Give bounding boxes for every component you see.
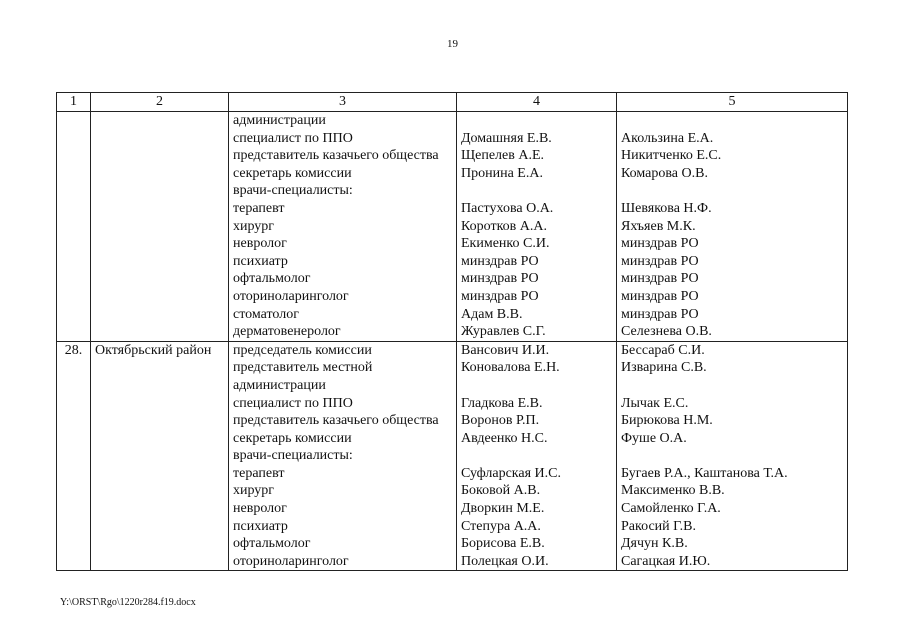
row-number-cell xyxy=(57,341,91,571)
reserve-member-name: Никитченко Е.С. xyxy=(621,148,722,164)
column-header: 3 xyxy=(229,93,457,112)
member-name: Пронина Е.А. xyxy=(461,165,543,181)
commission-role: невролог xyxy=(233,236,287,252)
member-name: минздрав РО xyxy=(461,288,539,304)
commission-role: хирург xyxy=(233,483,275,499)
reserve-member-name: Сагацкая И.Ю. xyxy=(621,553,711,569)
member-name: Боковой А.В. xyxy=(461,483,541,499)
reserve-member-name: Лычак Е.С. xyxy=(621,395,689,411)
reserve-member-name: минздрав РО xyxy=(621,236,699,252)
commission-role: врачи-специалисты: xyxy=(233,183,353,199)
commission-role: хирург xyxy=(233,218,275,234)
commission-role: офтальмолог xyxy=(233,536,311,552)
reserve-member-name: Бугаев Р.А., Каштанова Т.А. xyxy=(621,465,788,481)
commission-role: секретарь комиссии xyxy=(233,165,352,181)
reserve-member-name: Фуше О.А. xyxy=(621,430,687,446)
reserve-member-name: минздрав РО xyxy=(621,253,699,269)
commission-role: офтальмолог xyxy=(233,271,311,287)
commission-role: представитель казачьего общества xyxy=(233,413,439,429)
commission-role: дерматовенеролог xyxy=(233,324,341,340)
member-name: Пастухова О.А. xyxy=(461,200,554,216)
page-number: 19 xyxy=(447,38,458,50)
district-name xyxy=(95,112,224,130)
member-name: Авдеенко Н.С. xyxy=(461,430,548,446)
commission-role: психиатр xyxy=(233,518,288,534)
column-header: 2 xyxy=(91,93,229,112)
reserve-member-name: Изварина С.В. xyxy=(621,360,707,376)
member-name: Домашняя Е.В. xyxy=(461,130,552,146)
commission-role: председатель комиссии xyxy=(233,342,372,358)
commission-role: терапевт xyxy=(233,200,285,216)
reserve-member-name: Дячун К.В. xyxy=(621,536,688,552)
member-name: Полецкая О.И. xyxy=(461,553,549,569)
member-name: Вансович И.И. xyxy=(461,342,550,358)
district-cell xyxy=(91,112,229,342)
role-cell xyxy=(229,112,457,342)
member-name: Коротков А.А. xyxy=(461,218,547,234)
commission-role: невролог xyxy=(233,501,287,517)
reserve-member-name xyxy=(621,447,843,465)
member-name: минздрав РО xyxy=(461,271,539,287)
member-name: Адам В.В. xyxy=(461,306,523,322)
commission-role: администрации xyxy=(233,377,326,393)
member-name: Журавлев С.Г. xyxy=(461,324,546,340)
table-header-row xyxy=(57,93,848,112)
reserve-member-name: Самойленко Г.А. xyxy=(621,501,721,517)
district-cell xyxy=(91,341,229,571)
member-name: Гладкова Е.В. xyxy=(461,395,543,411)
member-name: Степура А.А. xyxy=(461,518,541,534)
reserve-member-name xyxy=(621,112,843,130)
reserve-member-name xyxy=(621,182,843,200)
member-name: Борисова Е.В. xyxy=(461,536,545,552)
member-name xyxy=(461,447,612,465)
reserve-member-name: Бессараб С.И. xyxy=(621,342,705,358)
member-name xyxy=(461,377,612,395)
commission-role: представитель казачьего общества xyxy=(233,148,439,164)
reserve-member-name: Шевякова Н.Ф. xyxy=(621,200,712,216)
reserve-member-name: Яхъяев М.К. xyxy=(621,218,696,234)
reserve-member-cell xyxy=(617,112,848,342)
reserve-member-name: Селезнева О.В. xyxy=(621,324,712,340)
row-number: 28. xyxy=(64,342,83,358)
commission-role: оториноларинголог xyxy=(233,553,349,569)
row-number-cell xyxy=(57,112,91,342)
reserve-member-name: Комарова О.В. xyxy=(621,165,708,181)
role-cell xyxy=(229,341,457,571)
row-number xyxy=(57,112,90,130)
column-header: 1 xyxy=(57,93,91,112)
member-name: Воронов Р.П. xyxy=(461,413,540,429)
member-cell xyxy=(457,112,617,342)
member-name: Щепелев А.Е. xyxy=(461,148,545,164)
commission-table xyxy=(56,92,848,571)
reserve-member-name: минздрав РО xyxy=(621,306,699,322)
member-name xyxy=(461,182,612,200)
reserve-member-name: Бирюкова Н.М. xyxy=(621,413,713,429)
member-name: минздрав РО xyxy=(461,253,539,269)
member-name: Екименко С.И. xyxy=(461,236,550,252)
column-header: 4 xyxy=(457,93,617,112)
commission-role: специалист по ППО xyxy=(233,130,353,146)
member-name: Коновалова Е.Н. xyxy=(461,360,560,376)
file-path-footer: Y:\ORST\Rgo\1220r284.f19.docx xyxy=(60,597,196,608)
reserve-member-name xyxy=(621,377,843,395)
reserve-member-cell xyxy=(617,341,848,571)
reserve-member-name: минздрав РО xyxy=(621,288,699,304)
commission-role: психиатр xyxy=(233,253,288,269)
reserve-member-name: Акользина Е.А. xyxy=(621,130,714,146)
reserve-member-name: минздрав РО xyxy=(621,271,699,287)
commission-role: представитель местной xyxy=(233,360,373,376)
member-name: Дворкин М.Е. xyxy=(461,501,545,517)
commission-role: администрации xyxy=(233,113,326,128)
district-name: Октябрьский район xyxy=(95,342,212,358)
member-cell xyxy=(457,341,617,571)
commission-role: врачи-специалисты: xyxy=(233,448,353,464)
reserve-member-name: Максименко В.В. xyxy=(621,483,725,499)
table-row xyxy=(57,341,848,571)
table-row xyxy=(57,112,848,342)
commission-role: секретарь комиссии xyxy=(233,430,352,446)
reserve-member-name: Ракосий Г.В. xyxy=(621,518,696,534)
member-name: Суфларская И.С. xyxy=(461,465,561,481)
commission-role: оториноларинголог xyxy=(233,288,349,304)
commission-role: специалист по ППО xyxy=(233,395,353,411)
member-name xyxy=(461,112,612,130)
column-header: 5 xyxy=(617,93,848,112)
commission-role: терапевт xyxy=(233,465,285,481)
commission-role: стоматолог xyxy=(233,306,299,322)
